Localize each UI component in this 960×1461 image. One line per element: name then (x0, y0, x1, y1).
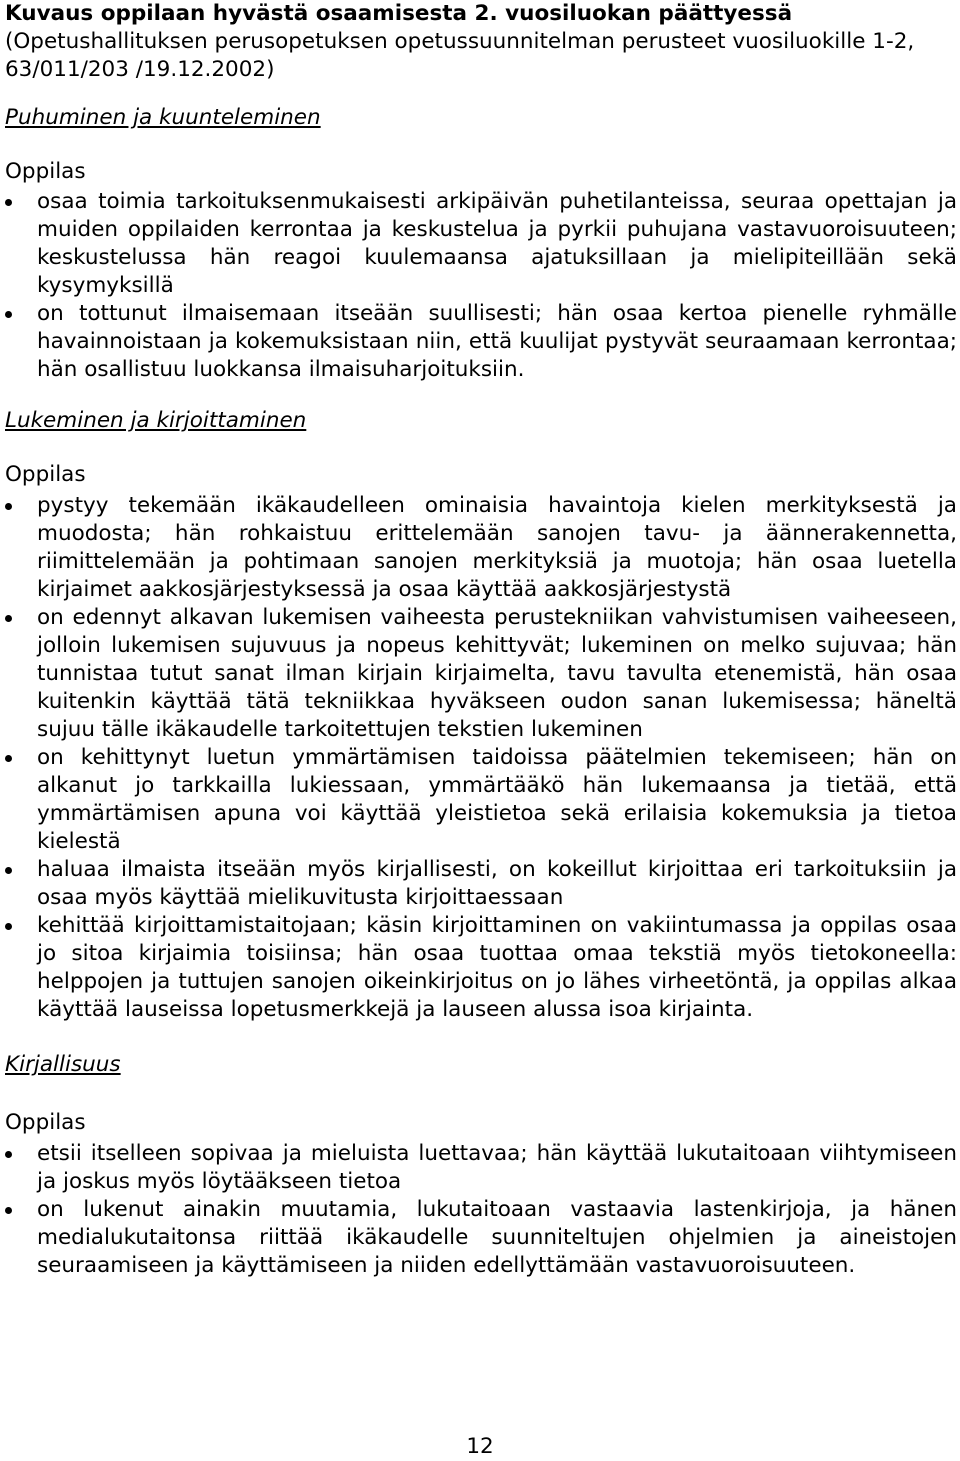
bullet-list-literature (5, 1140, 957, 1280)
list-item: haluaa ilmaista itseään myös kirjallisesti, on kokeillut kirjoittaa eri tarkoituksiin ja osaa myös käyttää mielikuvitusta kirjoittaessaan (5, 856, 957, 912)
section-heading-reading: Lukeminen ja kirjoittaminen (5, 408, 307, 433)
section-heading-speaking: Puhuminen ja kuunteleminen (5, 105, 321, 130)
bullet-icon (5, 503, 12, 510)
list-item: on lukenut ainakin muutamia, lukutaitoaan vastaavia lastenkirjoja, ja hänen medialukutaitonsa riittää ikäkaudelle suunniteltujen ohjelmien ja aineistojen seuraamiseen ja käyttämiseen ja niiden edellyttämään vastavuoroisuuteen. (5, 1196, 957, 1280)
document-page (5, 0, 957, 1280)
document-subtitle: (Opetushallituksen perusopetuksen opetussuunnitelman perusteet vuosiluokille 1-2, 63/011/203 /19.12.2002) (5, 29, 915, 82)
bullet-icon (5, 755, 12, 762)
section-label: Oppilas (5, 159, 86, 184)
bullet-icon (5, 199, 12, 206)
section-label: Oppilas (5, 1110, 86, 1135)
section-heading-literature: Kirjallisuus (5, 1052, 121, 1077)
list-item: etsii itselleen sopivaa ja mieluista luettavaa; hän käyttää lukutaitoaan viihtymiseen ja joskus myös löytääkseen tietoa (5, 1140, 957, 1196)
bullet-list-reading (5, 492, 957, 1024)
bullet-list-speaking (5, 188, 957, 384)
list-item: on kehittynyt luetun ymmärtämisen taidoissa päätelmien tekemiseen; hän on alkanut jo tarkkailla lukiessaan, ymmärtääkö hän lukemaansa ja tietää, että ymmärtämisen apuna voi käyttää yleistietoa sekä erilaisia kokemuksia ja tietoa kielestä (5, 744, 957, 856)
bullet-icon (5, 923, 12, 930)
list-item: on tottunut ilmaisemaan itseään suullisesti; hän osaa kertoa pienelle ryhmälle havainnoistaan ja kokemuksistaan niin, että kuulijat pystyvät seuraamaan kerrontaa; hän osallistuu luokkansa ilmaisuharjoituksiin. (5, 300, 957, 384)
bullet-icon (5, 615, 12, 622)
list-item: osaa toimia tarkoituksenmukaisesti arkipäivän puhetilanteissa, seuraa opettajan ja muiden oppilaiden kerrontaa ja keskustelua ja pyrkii puhujana vastavuoroisuuteen; keskustelussa hän reagoi kuulemaansa ajatuksillaan ja mielipiteillään sekä kysymyksillä (5, 188, 957, 300)
list-item: kehittää kirjoittamistaitojaan; käsin kirjoittaminen on vakiintumassa ja oppilas osaa jo sitoa kirjaimia toisiinsa; hän osaa tuottaa omaa tekstiä myös tietokoneella: helppojen ja tuttujen sanojen oikeinkirjoitus on jo lähes virheetöntä, ja oppilas alkaa käyttää lauseissa lopetusmerkkejä ja lauseen alussa isoa kirjainta. (5, 912, 957, 1024)
list-item: pystyy tekemään ikäkaudelleen ominaisia havaintoja kielen merkityksestä ja muodosta; hän rohkaistuu erittelemään sanojen tavu- ja äännerakennetta, riimittelemään ja pohtimaan sanojen merkityksiä ja muotoja; hän osaa luetella kirjaimet aakkosjärjestyksessä ja osaa käyttää aakkosjärjestystä (5, 492, 957, 604)
document-title: Kuvaus oppilaan hyvästä osaamisesta 2. vuosiluokan päättyessä (5, 1, 793, 26)
bullet-icon (5, 1151, 12, 1158)
page-number: 12 (466, 1434, 494, 1459)
section-label: Oppilas (5, 462, 86, 487)
bullet-icon (5, 867, 12, 874)
list-item: on edennyt alkavan lukemisen vaiheesta perustekniikan vahvistumisen vaiheeseen, jolloin lukemisen sujuvuus ja nopeus kehittyvät; lukeminen on melko sujuvaa; hän tunnistaa tutut sanat ilman kirjain kirjaimelta, tavu tavulta etenemistä, hän osaa kuitenkin käyttää tätä tekniikkaa hyväkseen oudon sanan lukemisessa; häneltä sujuu tälle ikäkaudelle tarkoitettujen tekstien lukeminen (5, 604, 957, 744)
bullet-icon (5, 1207, 12, 1214)
bullet-icon (5, 311, 12, 318)
